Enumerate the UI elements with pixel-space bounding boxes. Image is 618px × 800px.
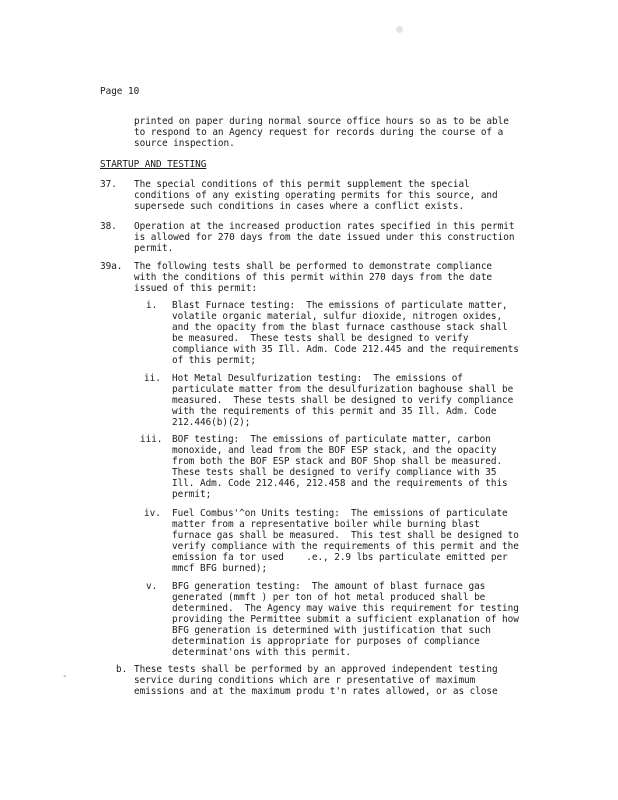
subitem-line: and the opacity from the blast furnace casthouse stack shall [172, 322, 508, 333]
subitem-line: of this permit; [172, 355, 256, 366]
item-line: is allowed for 270 days from the date issued under this construction [134, 232, 515, 243]
subitem-line: Fuel Combus'^on Units testing: The emissions of particulate [172, 508, 508, 519]
subitem-line: with the requirements of this permit and 35 Ill. Adm. Code [172, 406, 497, 417]
subitem-line: BFG generation testing: The amount of blast furnace gas [172, 581, 486, 592]
page-label: Page 10 [100, 86, 140, 97]
item-line: supersede such conditions in cases where a conflict exists. [134, 201, 465, 212]
subitem-line: monoxide, and lead from the BOF ESP stack, and the opacity [172, 445, 497, 456]
subitem-line: verify compliance with the requirements of this permit and the [172, 541, 519, 552]
subitem-line: compliance with 35 Ill. Adm. Code 212.445 and the requirements [172, 344, 519, 355]
subitem-line: furnace gas shall be measured. This test shall be designed to [172, 530, 519, 541]
item-number: 38. [100, 221, 117, 232]
item-number: 39a. [100, 261, 123, 272]
item-line: service during conditions which are r presentative of maximum [134, 675, 476, 686]
subitem-number: iv. [144, 508, 161, 519]
subitem-line: generated (mmft ) per ton of hot metal produced shall be [172, 592, 486, 603]
intro-line: printed on paper during normal source office hours so as to be able [134, 116, 509, 127]
subitem-line: matter from a representative boiler while burning blast [172, 519, 480, 530]
subitem-line: permit; [172, 489, 212, 500]
subitem-line: BFG generation is determined with justification that such [172, 625, 491, 636]
item-line: The special conditions of this permit supplement the special [134, 179, 470, 190]
subitem-line: Hot Metal Desulfurization testing: The emissions of [172, 373, 463, 384]
item-line: permit. [134, 243, 174, 254]
subitem-line: providing the Permittee submit a sufficient explanation of how [172, 614, 519, 625]
scan-speck [396, 26, 403, 33]
subitem-line: 212.446(b)(2); [172, 417, 251, 428]
subitem-number: iii. [140, 434, 163, 445]
item-line: conditions of any existing operating permits for this source, and [134, 190, 498, 201]
item-line: emissions and at the maximum produ t'n rates allowed, or as close [134, 686, 498, 697]
intro-line: to respond to an Agency request for records during the course of a [134, 127, 504, 138]
subitem-number: i. [146, 300, 158, 311]
subitem-number: v. [146, 581, 158, 592]
item-line: Operation at the increased production rates specified in this permit [134, 221, 515, 232]
intro-line: source inspection. [134, 138, 235, 149]
subitem-line: Ill. Adm. Code 212.446, 212.458 and the requirements of this [172, 478, 508, 489]
subitem-line: particulate matter from the desulfurization baghouse shall be [172, 384, 514, 395]
subitem-line: measured. These tests shall be designed to verify compliance [172, 395, 514, 406]
subitem-line: determined. The Agency may waive this requirement for testing [172, 603, 519, 614]
subitem-line: determinat'ons with this permit. [172, 647, 352, 658]
subitem-line: determination is appropriate for purposes of compliance [172, 636, 480, 647]
section-heading: STARTUP AND TESTING [100, 159, 207, 170]
subitem-line: emission fa tor used .e., 2.9 lbs particulate emitted per [172, 552, 508, 563]
item-line: issued of this permit: [134, 283, 258, 294]
subitem-line: BOF testing: The emissions of particulate matter, carbon [172, 434, 491, 445]
subitem-number: ii. [144, 373, 161, 384]
item-number: 37. [100, 179, 117, 190]
subitem-line: be measured. These tests shall be designed to verify [172, 333, 469, 344]
subitem-line: mmcf BFG burned); [172, 563, 268, 574]
item-number: b. [116, 664, 128, 675]
subitem-line: Blast Furnace testing: The emissions of particulate matter, [172, 300, 508, 311]
subitem-line: from both the BOF ESP stack and BOF Shop shall be measured. [172, 456, 503, 467]
stray-mark: - [62, 671, 68, 682]
item-line: These tests shall be performed by an approved independent testing [134, 664, 498, 675]
item-line: The following tests shall be performed to demonstrate compliance [134, 261, 493, 272]
item-line: with the conditions of this permit within 270 days from the date [134, 272, 493, 283]
subitem-line: These tests shall be designed to verify compliance with 35 [172, 467, 497, 478]
subitem-line: volatile organic material, sulfur dioxide, nitrogen oxides, [172, 311, 503, 322]
